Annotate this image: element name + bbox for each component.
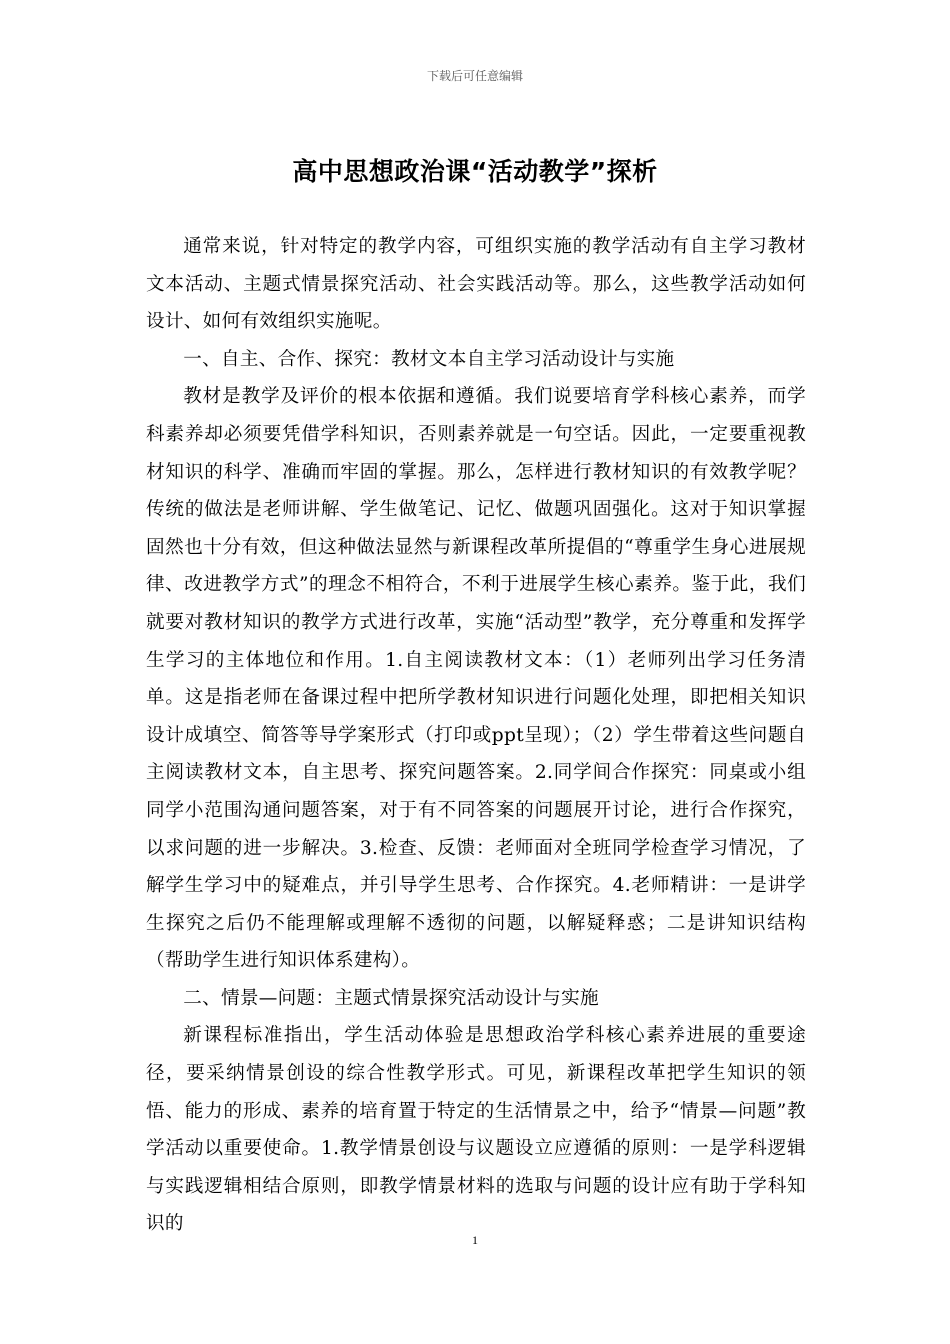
document-title: 高中思想政治课“活动教学”探析 (292, 157, 658, 186)
paragraph-intro: 通常来说，针对特定的教学内容，可组织实施的教学活动有自主学习教材文本活动、主题式情景探究活动、社会实践活动等。那么，这些教学活动如何设计、如何有效组织实施呢。 (146, 236, 806, 333)
paragraph-section-1: 教材是教学及评价的根本依据和遵循。我们说要培育学科核心素养，而学科素养却必须要凭借学科知识，否则素养就是一句空话。因此，一定要重视教材知识的科学、准确而牢固的掌握。那么，怎样进行教材知识的有效教学呢？传统的做法是老师讲解、学生做笔记、记忆、做题巩固强化。这对于知识掌握固然也十分有效，但这种做法显然与新课程改革所提倡的“尊重学生身心进展规律、改进教学方式”的理念不相符合，不利于进展学生核心素养。鉴于此，我们就要对教材知识的教学方式进行改革，实施“活动型”教学，充分尊重和发挥学生学习的主体地位和作用。1.自主阅读教材文本：（1）老师列出学习任务清单。这是指老师在备课过程中把所学教材知识进行问题化处理，即把相关知识设计成填空、简答等导学案形式（打印或ppt呈现）；（2）学生带着这些问题自主阅读教材文本，自主思考、探究问题答案。2.同学间合作探究：同桌或小组同学小范围沟通问题答案，对于有不同答案的问题展开讨论，进行合作探究，以求问题的进一步解决。3.检查、反馈：老师面对全班同学检查学习情况，了解学生学习中的疑难点，并引导学生思考、合作探究。4.老师精讲：一是讲学生探究之后仍不能理解或理解不透彻的问题，以解疑释惑；二是讲知识结构（帮助学生进行知识体系建构）。 (146, 386, 806, 972)
page-number: 1 (472, 1233, 478, 1247)
paragraph-section-2: 新课程标准指出，学生活动体验是思想政治学科核心素养进展的重要途径，要采纳情景创设的综合性教学形式。可见，新课程改革把学生知识的领悟、能力的形成、素养的培育置于特定的生活情景之中，给予“情景—问题”教学活动以重要使命。1.教学情景创设与议题设立应遵循的原则：一是学科逻辑与实践逻辑相结合原则，即教学情景材料的选取与问题的设计应有助于学科知识的 (146, 1025, 806, 1235)
section-heading-2: 二、情景—问题：主题式情景探究活动设计与实施 (183, 987, 599, 1009)
document-body (146, 228, 806, 1243)
header-note: 下载后可任意编辑 (426, 69, 523, 83)
section-heading-1: 一、自主、合作、探究：教材文本自主学习活动设计与实施 (183, 348, 675, 370)
